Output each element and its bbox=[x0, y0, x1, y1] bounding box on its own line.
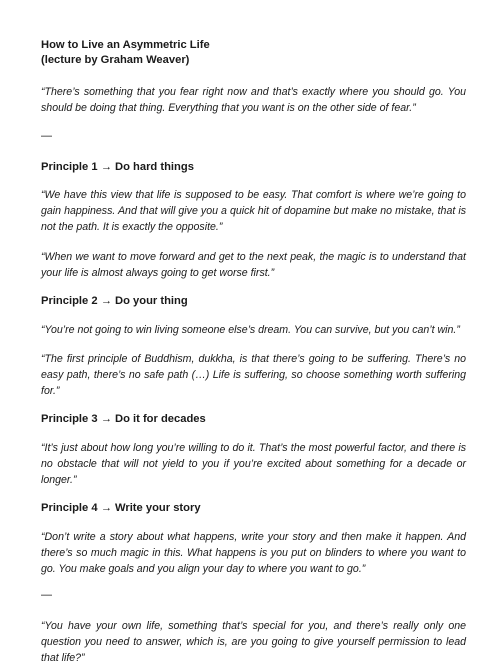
closing-separator-dash: — bbox=[41, 589, 52, 601]
document-subtitle: (lecture by Graham Weaver) bbox=[41, 54, 190, 66]
document-page bbox=[41, 38, 466, 666]
principle-1-heading: Principle 1 → Do hard things bbox=[41, 161, 194, 173]
principle-2-quote-1: “You’re not going to win living someone else’s dream. You can survive, but you can’t win.” bbox=[41, 324, 460, 336]
principle-1-quote-2: “When we want to move forward and get to the next peak, the magic is to understand that your life is almost always going to get worse first.” bbox=[41, 251, 466, 279]
principle-4-quote-1: “Don’t write a story about what happens, write your story and then make it happen. And there’s so much magic in this. What happens is you put on blinders to where you want to go. You make goals and you align your day to where you want to go.” bbox=[41, 531, 466, 575]
principle-4-heading: Principle 4 → Write your story bbox=[41, 502, 201, 514]
principle-1-quote-1: “We have this view that life is supposed to be easy. That comfort is where we’re going to gain happiness. And that will give you a quick hit of dopamine but make no mistake, that is not the path. It is exactly the opposite.” bbox=[41, 189, 466, 233]
intro-quote: “There’s something that you fear right now and that’s exactly where you should go. You should be doing that thing. Everything that you want is on the other side of fear.” bbox=[41, 86, 466, 114]
document-title: How to Live an Asymmetric Life bbox=[41, 39, 210, 51]
closing-quote: “You have your own life, something that’s special for you, and there’s really only one question you need to answer, which is, are you going to give yourself permission to lead that life?” bbox=[41, 620, 466, 664]
principle-2-heading: Principle 2 → Do your thing bbox=[41, 295, 188, 307]
principle-3-quote-1: “It’s just about how long you’re willing to do it. That’s the most powerful factor, and there is no obstacle that will not yield to you if you’re excited about something for a decade or longer.” bbox=[41, 442, 466, 486]
principle-3-heading: Principle 3 → Do it for decades bbox=[41, 413, 206, 425]
separator-dash: — bbox=[41, 130, 52, 142]
principle-2-quote-2: “The first principle of Buddhism, dukkha, is that there’s going to be suffering. There’s no easy path, there’s no safe path (…) Life is suffering, so choose something worth suffering for.” bbox=[41, 353, 466, 397]
